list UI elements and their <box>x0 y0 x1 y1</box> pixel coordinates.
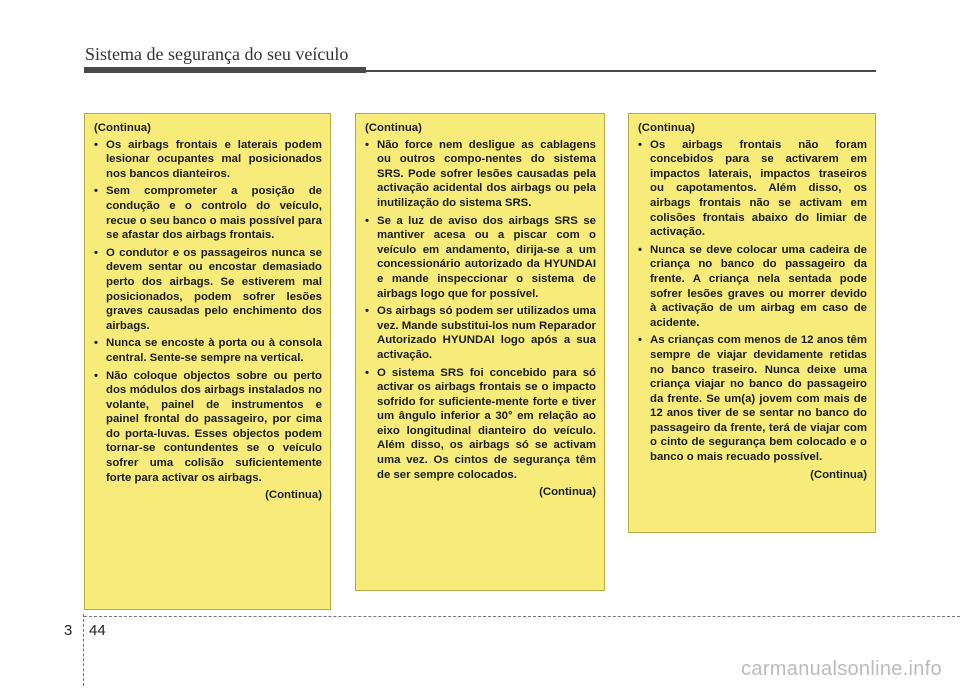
chapter-number: 3 <box>64 622 73 639</box>
warning-item: • Não force nem desligue as cablagens ou outros compo-nentes do sistema SRS. Pode sofrer lesões causadas pela activação acidental dos airbags ou pela inutilização do sistema SRS. <box>365 138 596 211</box>
continued-label: (Continua) <box>638 122 695 134</box>
warning-item: • Se a luz de aviso dos airbags SRS se mantiver acesa ou a piscar com o veículo em andamento, dirija-se a um concessionário autorizado da HYUNDAI e mande inspeccionar o sistema de airbags logo que for possível. <box>365 214 596 302</box>
page-title: Sistema de segurança do seu veículo <box>85 44 349 64</box>
continues-label: (Continua) <box>810 468 867 481</box>
warning-item: • Não coloque objectos sobre ou perto dos módulos dos airbags instalados no volante, painel de instrumentos e painel frontal do passageiro, por cima do porta-luvas. Esses objectos podem tornar-se contundentes se o veículo sofrer uma colisão suficientemente forte para activar os airbags. <box>94 369 322 486</box>
continued-label: (Continua) <box>94 122 151 134</box>
continues-label: (Continua) <box>539 486 596 499</box>
warning-item: • O sistema SRS foi concebido para só activar os airbags frontais se o impacto sofrido for suficiente-mente forte e tiver um ângulo inferior a 30° em relação ao eixo longitudinal dianteiro do veículo. Além disso, os airbags só se activam uma vez. Os cintos de segurança têm de ser sempre colocados. <box>365 366 596 483</box>
warning-item: • Os airbags frontais não foram concebidos para se activarem em impactos laterais, impactos traseiros ou capotamentos. Além disso, os airbags frontais não se activam em colisões frontais abaixo do limiar de activação. <box>638 138 867 240</box>
warning-box-3 <box>628 113 876 533</box>
header-rule-thick <box>84 67 366 73</box>
warning-item: • Os airbags só podem ser utilizados uma vez. Mande substitui-los num Reparador Autorizado HYUNDAI logo após a sua activação. <box>365 304 596 362</box>
warning-box-1 <box>84 113 331 610</box>
warning-list <box>638 138 867 465</box>
warning-item: • Sem comprometer a posição de condução e o controlo do veículo, recue o seu banco o mais possível para se afastar dos airbags frontais. <box>94 184 322 242</box>
warning-box-2 <box>355 113 605 591</box>
warning-item: • O condutor e os passageiros nunca se devem sentar ou encostar demasiado perto dos airbags. Se estiverem mal posicionados, podem sofrer lesões graves causadas pelo enchimento dos airbags. <box>94 246 322 334</box>
footer-divider-vertical <box>83 614 84 686</box>
watermark: carmanualsonline.info <box>741 658 942 680</box>
warning-list <box>365 138 596 483</box>
page-number: 44 <box>89 622 106 639</box>
warning-item: • Nunca se encoste à porta ou à consola central. Sente-se sempre na vertical. <box>94 336 322 365</box>
warning-item: • As crianças com menos de 12 anos têm sempre de viajar devidamente retidas no banco traseiro. Nunca deixe uma criança viajar no banco do passageiro da frente. Se um(a) jovem com mais de 12 anos tiver de se sentar no banco do passageiro da frente, terá de viajar com o cinto de segurança bem colocado e o banco o mais recuado possível. <box>638 333 867 464</box>
warning-item: • Os airbags frontais e laterais podem lesionar ocupantes mal posicionados nos bancos dianteiros. <box>94 138 322 182</box>
continues-label: (Continua) <box>265 489 322 502</box>
warning-list <box>94 138 322 486</box>
footer-divider-horizontal <box>84 616 960 617</box>
header-rule-thin <box>366 70 876 72</box>
warning-item: • Nunca se deve colocar uma cadeira de criança no banco do passageiro da frente. A criança nela sentada pode sofrer lesões graves ou morrer devido à activação de um airbag em caso de acidente. <box>638 243 867 331</box>
continued-label: (Continua) <box>365 122 422 134</box>
